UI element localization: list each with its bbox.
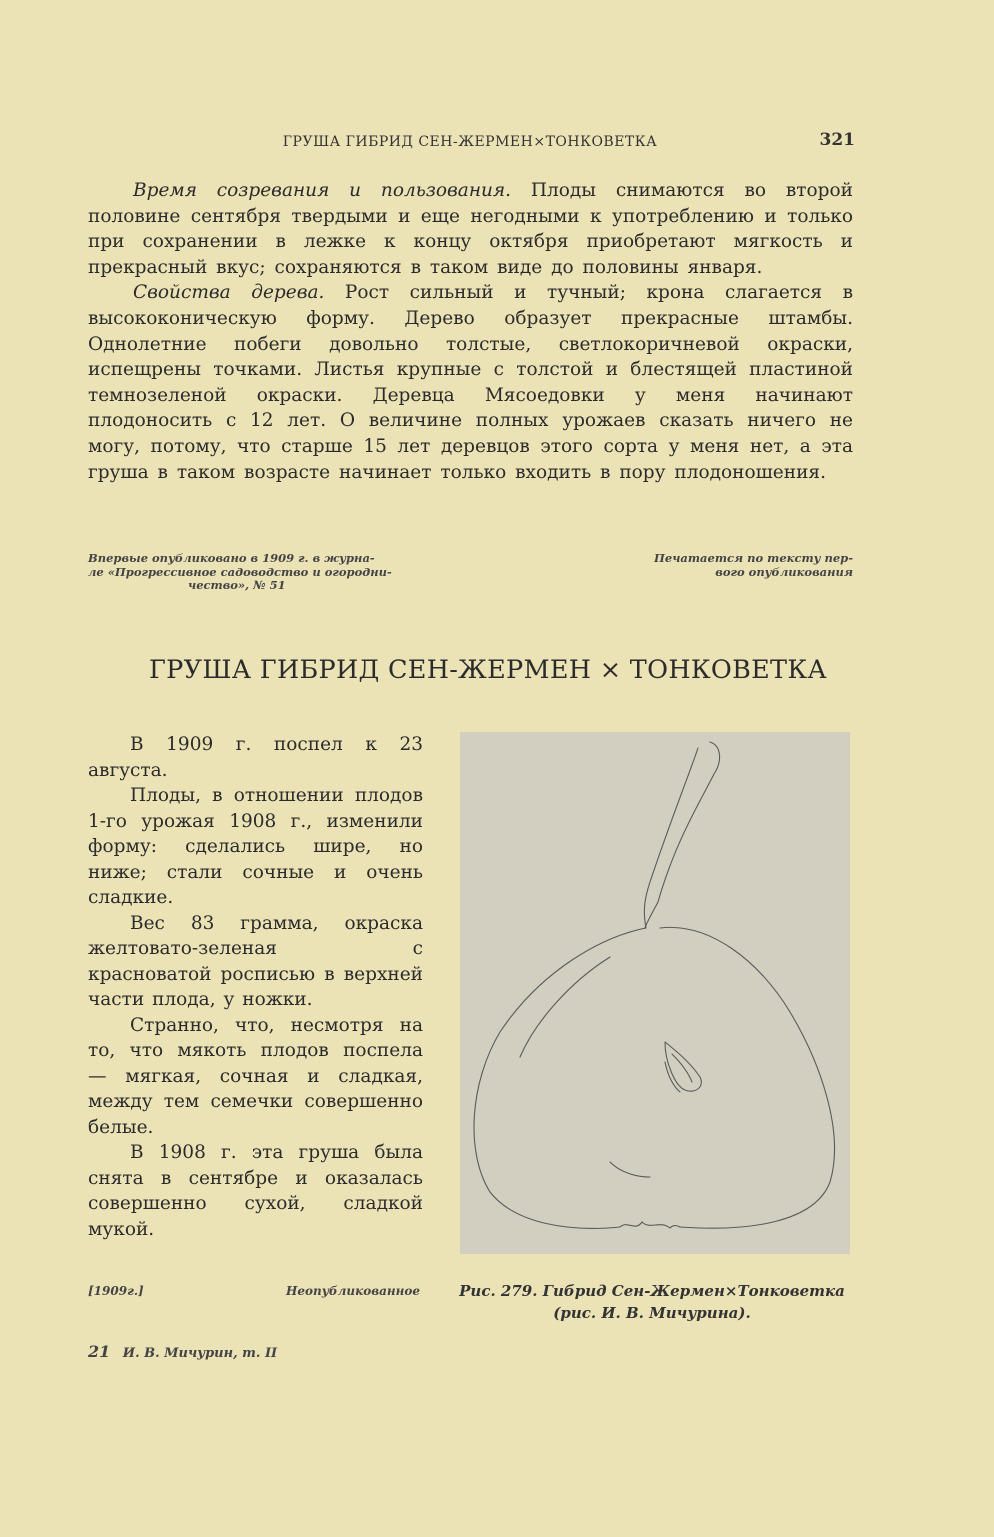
tree-properties-lead: Свойства дерева. [133, 282, 325, 304]
paragraph-tree-properties [88, 280, 853, 485]
ripening-lead: Время созревания и пользования. [133, 180, 512, 201]
unpublished-note: Неопубликованное [286, 1284, 420, 1298]
pear-drawing-figure [460, 732, 850, 1254]
first-published-note [88, 552, 433, 593]
printer-signature: 21 [88, 1342, 111, 1361]
figure-caption [440, 1280, 864, 1324]
article-paragraph-4: Странно, что, несмотря на то, что мякоть плодов поспела — мягкая, сочная и сладкая, между тем семечки совершенно белые. [88, 1014, 423, 1138]
article-paragraph-5: В 1908 г. эта груша была снята в сентябре и оказалась совершенно сухой, сладкой мукой. [88, 1142, 423, 1240]
printed-from-line-2: вого опубликования [715, 564, 853, 579]
top-text-block [88, 178, 853, 485]
page-number: 321 [819, 130, 855, 150]
running-title: ГРУША ГИБРИД СЕН-ЖЕРМЕН×ТОНКОВЕТКА [282, 134, 658, 150]
article-date: [1909г.] [88, 1284, 144, 1298]
caption-line-2: (рис. И. В. Мичурина). [553, 1304, 751, 1322]
figure-background [460, 732, 850, 1254]
caption-line-1: Рис. 279. Гибрид Сен-Жермен×Тонковетка [459, 1282, 845, 1300]
ripening-text: Плоды снимаются во второй половине сентября твердыми и еще негодными к употреблению и только при сохранении в лежке к концу октября приобретают мягкость и прекрасный вкус; сохраняются в таком виде до половины января. [88, 180, 853, 278]
article-paragraph-1: В 1909 г. поспел к 23 августа. [88, 734, 423, 781]
first-published-line-3: чество», № 51 [188, 578, 286, 592]
article-paragraph-3: Вес 83 грамма, окраска желтовато-зеленая с красноватой росписью в верхней части плода, у ножки. [88, 912, 423, 1010]
page-footer [88, 1342, 277, 1361]
volume-label: И. В. Мичурин, т. II [122, 1346, 278, 1361]
pear-sketch [460, 732, 850, 1254]
first-published-line-2: ле «Прогрессивное садоводство и огородни- [88, 564, 392, 579]
paragraph-ripening [88, 178, 853, 280]
article-paragraph-2: Плоды, в отношении плодов 1-го урожая 1908 г., изменили форму: сделались шире, но ниже; стали сочные и очень сладкие. [88, 785, 423, 908]
printed-from-line-1: Печатается по тексту пер- [654, 551, 853, 565]
article-body [88, 732, 423, 1242]
tree-properties-text: Рост сильный и тучный; крона слагается в высококоническую форму. Дерево образует прекрасные штамбы. Однолетние побеги довольно толстые, светлокоричневой окраски, испещрены точками. Листья крупные с толстой и блестящей пластиной темнозеленой окраски. Деревца Мясоедовки у меня начинают плодоносить с 12 лет. О величине полных урожаев сказать ничего не могу, потому, что старше 15 лет деревцов этого сорта у меня нет, а эта груша в таком возрасте начинает только входить в пору плодоношения. [88, 282, 853, 483]
first-published-line-1: Впервые опубликовано в 1909 г. в журна- [88, 551, 375, 565]
printed-from-note [585, 552, 853, 579]
article-heading: ГРУША ГИБРИД СЕН-ЖЕРМЕН × ТОНКОВЕТКА [148, 655, 828, 685]
